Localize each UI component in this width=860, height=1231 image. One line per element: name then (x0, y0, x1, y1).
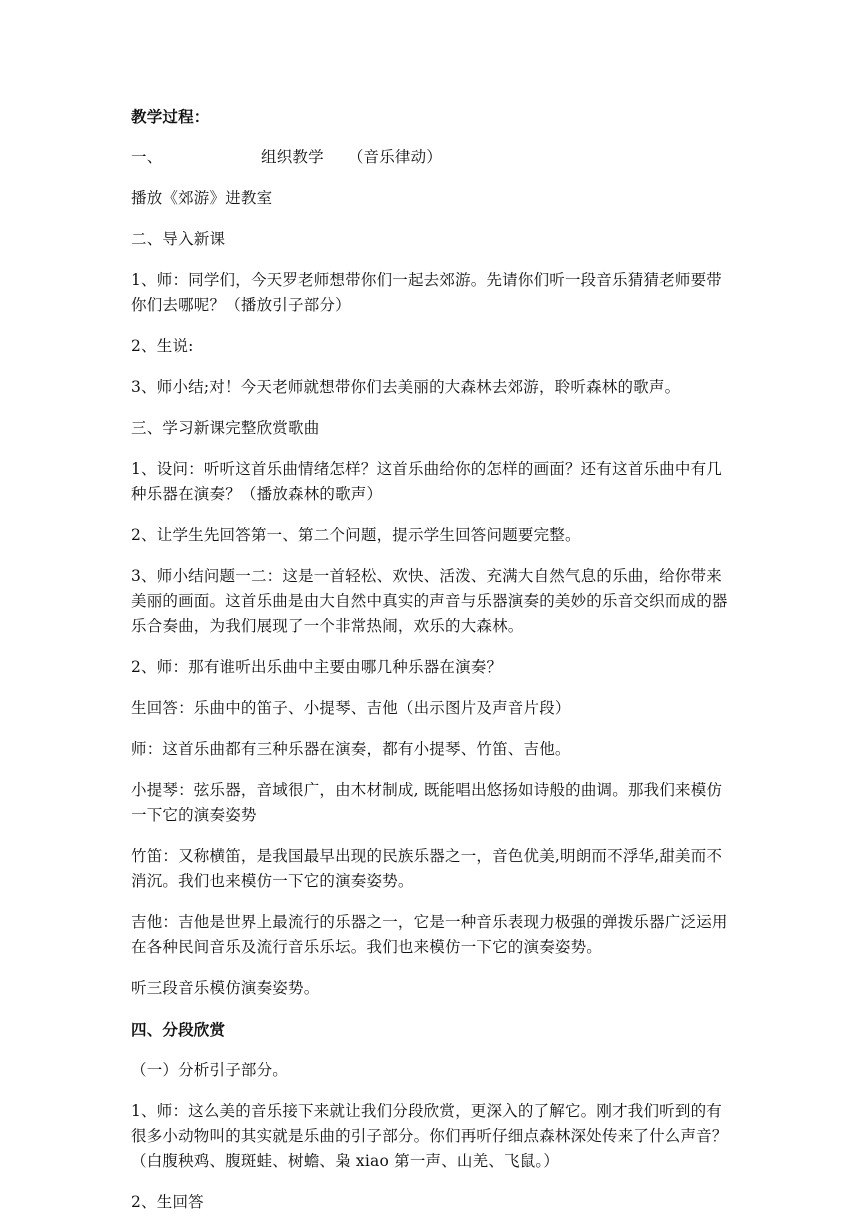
section-1-note: （音乐律动） (347, 148, 443, 166)
paragraph: 竹笛：又称横笛，是我国最早出现的民族乐器之一，音色优美,明朗而不浮华,甜美而不消沉。我们也来模仿一下它的演奏姿势。 (131, 847, 723, 890)
section-1-heading (131, 145, 731, 170)
section-2-heading: 二、导入新课 (131, 230, 226, 248)
paragraph: 2、师：那有谁听出乐曲中主要由哪几种乐器在演奏？ (131, 658, 503, 676)
section-1-label: 组织教学 (261, 148, 324, 166)
section-title: 教学过程： (131, 107, 210, 126)
section-1-number: 一、 (131, 148, 163, 166)
paragraph: 1、师：这么美的音乐接下来就让我们分段欣赏，更深入的了解它。刚才我们听到的有很多小动物叫的其实就是乐曲的引子部分。你们再听仔细点森林深处传来了什么声音？（白腹秧鸡、腹斑蛙、树蟾、枭 xiao 第一声、山羌、飞鼠。） (131, 1102, 728, 1170)
section-4-heading: 四、分段欣赏 (131, 1020, 226, 1039)
paragraph: 3、师小结问题一二：这是一首轻松、欢快、活泼、充满大自然气息的乐曲，给你带来美丽的画面。这首乐曲是由大自然中真实的声音与乐器演奏的美妙的乐音交织而成的器乐合奏曲，为我们展现了一个非常热闹，欢乐的大森林。 (131, 567, 728, 635)
paragraph: 吉他：吉他是世界上最流行的乐器之一，它是一种音乐表现力极强的弹拨乐器广泛运用在各种民间音乐及流行音乐乐坛。我们也来模仿一下它的演奏姿势。 (131, 913, 728, 956)
paragraph: 听三段音乐模仿演奏姿势。 (131, 979, 320, 997)
paragraph: 师：这首乐曲都有三种乐器在演奏，都有小提琴、竹笛、吉他。 (131, 740, 571, 758)
paragraph: 小提琴：弦乐器，音域很广，由木材制成, 既能唱出悠扬如诗般的曲调。那我们来模仿一下它的演奏姿势 (131, 781, 723, 824)
paragraph: 3、师小结;对！今天老师就想带你们去美丽的大森林去郊游，聆听森林的歌声。 (131, 378, 681, 396)
paragraph: 播放《郊游》进教室 (131, 189, 273, 207)
document-page (131, 104, 731, 1231)
subsection-heading: （一）分析引子部分。 (131, 1061, 289, 1079)
paragraph: 2、生说: (131, 337, 194, 355)
paragraph: 生回答：乐曲中的笛子、小提琴、吉他（出示图片及声音片段） (131, 699, 571, 717)
section-3-heading: 三、学习新课完整欣赏歌曲 (131, 419, 320, 437)
paragraph: 1、师：同学们，今天罗老师想带你们一起去郊游。先请你们听一段音乐猜猜老师要带你们去哪呢？（播放引子部分） (131, 271, 722, 314)
paragraph: 2、让学生先回答第一、第二个问题，提示学生回答问题要完整。 (131, 526, 581, 544)
paragraph: 2、生回答 (131, 1193, 204, 1211)
paragraph: 1、设问：听听这首乐曲情绪怎样？这首乐曲给你的怎样的画面？还有这首乐曲中有几种乐器在演奏？（播放森林的歌声） (131, 460, 722, 503)
